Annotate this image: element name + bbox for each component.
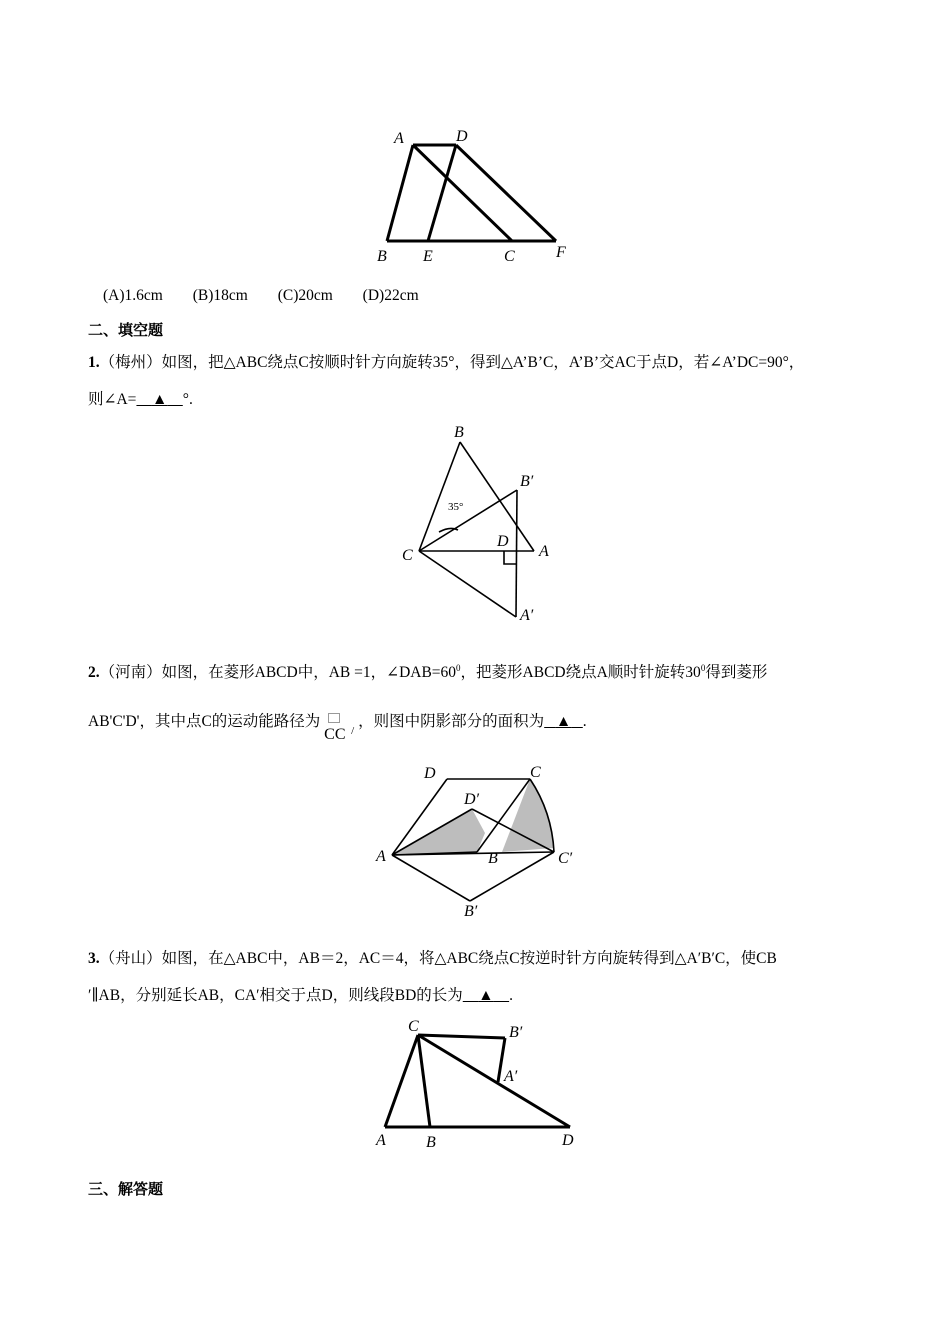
label-B: B xyxy=(454,424,464,441)
label-B: B xyxy=(488,850,498,867)
question-2-number: 2. xyxy=(88,664,100,682)
question-2-text-c: 得到菱形 xyxy=(705,664,768,682)
label-D: D xyxy=(456,128,468,145)
question-2-mid: ，则图中阴影部分的面积为 xyxy=(358,713,545,730)
label-A: A xyxy=(376,848,386,865)
label-D-prime: D′ xyxy=(464,791,480,808)
label-D: D xyxy=(497,533,509,550)
placeholder-box xyxy=(328,713,340,723)
question-3-number: 3. xyxy=(88,950,100,967)
label-A: A xyxy=(539,543,549,560)
question-1-prefix: 则∠A= xyxy=(88,391,137,408)
figure-rhombus-rotation xyxy=(372,760,582,920)
label-A-prime: A′ xyxy=(504,1068,518,1085)
blank-marker: ▲ xyxy=(151,391,168,408)
question-1-number: 1. xyxy=(88,354,100,371)
question-1-blank[interactable] xyxy=(136,391,182,408)
question-2-blank[interactable] xyxy=(544,713,583,730)
arc-label: CC xyxy=(324,726,346,743)
question-3-line1 xyxy=(88,948,777,970)
question-3-line2 xyxy=(88,985,513,1007)
degree-sup-1: 0 xyxy=(456,663,461,673)
label-C: C xyxy=(408,1018,419,1035)
label-C: C xyxy=(402,547,413,564)
question-2-text-b: ，把菱形ABCD绕点A顺时针旋转30 xyxy=(460,664,701,682)
question-2-prefix: AB'C'D'，其中点C的运动能路径为 xyxy=(88,713,321,730)
label-C-prime: C′ xyxy=(558,850,573,867)
label-A-prime: A′ xyxy=(520,607,534,624)
label-D: D xyxy=(562,1132,574,1149)
label-B-prime: B′ xyxy=(520,473,534,490)
question-3-prefix: ′∥AB，分别延长AB，CA′相交于点D，则线段BD的长为 xyxy=(88,987,463,1004)
question-1-line2 xyxy=(88,389,193,411)
arc-symbol xyxy=(324,711,358,743)
question-1-suffix: °. xyxy=(182,391,193,408)
label-B-prime: B′ xyxy=(464,903,478,920)
arc-prime: / xyxy=(351,725,355,737)
question-1-line1 xyxy=(88,352,804,374)
label-B-prime: B′ xyxy=(509,1024,523,1041)
figure-triangle-rotation xyxy=(370,1015,585,1155)
label-C: C xyxy=(504,248,515,265)
question-3-blank[interactable] xyxy=(463,987,509,1004)
label-C: C xyxy=(530,764,541,781)
question-3-text: （舟山）如图，在△ABC中，AB＝2，AC＝4，将△ABC绕点C按逆时针方向旋转得到△A′B′C，使CB xyxy=(99,950,777,967)
blank-marker: ▲ xyxy=(555,713,572,730)
label-D: D xyxy=(424,765,436,782)
answer-choices xyxy=(103,285,445,307)
question-2-suffix: . xyxy=(582,713,587,730)
question-1-text: （梅州）如图，把△ABC绕点C按顺时针方向旋转35°，得到△A’B’C，A’B’交AC于点D，若∠A’DC=90°， xyxy=(99,354,805,371)
question-2-text-a: （河南）如图，在菱形ABCD中，AB =1，∠DAB=60 xyxy=(99,664,457,682)
choice-b[interactable]: (B)18cm xyxy=(192,287,248,304)
choice-d[interactable]: (D)22cm xyxy=(362,287,419,304)
question-3-suffix: . xyxy=(509,987,513,1004)
label-B: B xyxy=(426,1134,436,1151)
section-title-fill-blank: 二、填空题 xyxy=(88,321,164,339)
choice-c[interactable]: (C)20cm xyxy=(277,287,333,304)
choice-a[interactable]: (A)1.6cm xyxy=(103,287,163,304)
degree-sup-2: 0 xyxy=(700,663,706,673)
label-B: B xyxy=(377,248,387,265)
figure-trapezoid xyxy=(370,123,580,265)
question-2-line2 xyxy=(88,711,587,743)
label-F: F xyxy=(556,244,566,261)
question-2-line1 xyxy=(88,657,767,684)
label-angle: 35° xyxy=(448,501,464,513)
label-E: E xyxy=(423,248,433,265)
label-A: A xyxy=(394,130,404,147)
section-title-answer: 三、解答题 xyxy=(88,1180,164,1198)
label-A: A xyxy=(376,1132,386,1149)
blank-marker: ▲ xyxy=(478,987,494,1004)
figure-rotated-triangle xyxy=(394,420,559,630)
